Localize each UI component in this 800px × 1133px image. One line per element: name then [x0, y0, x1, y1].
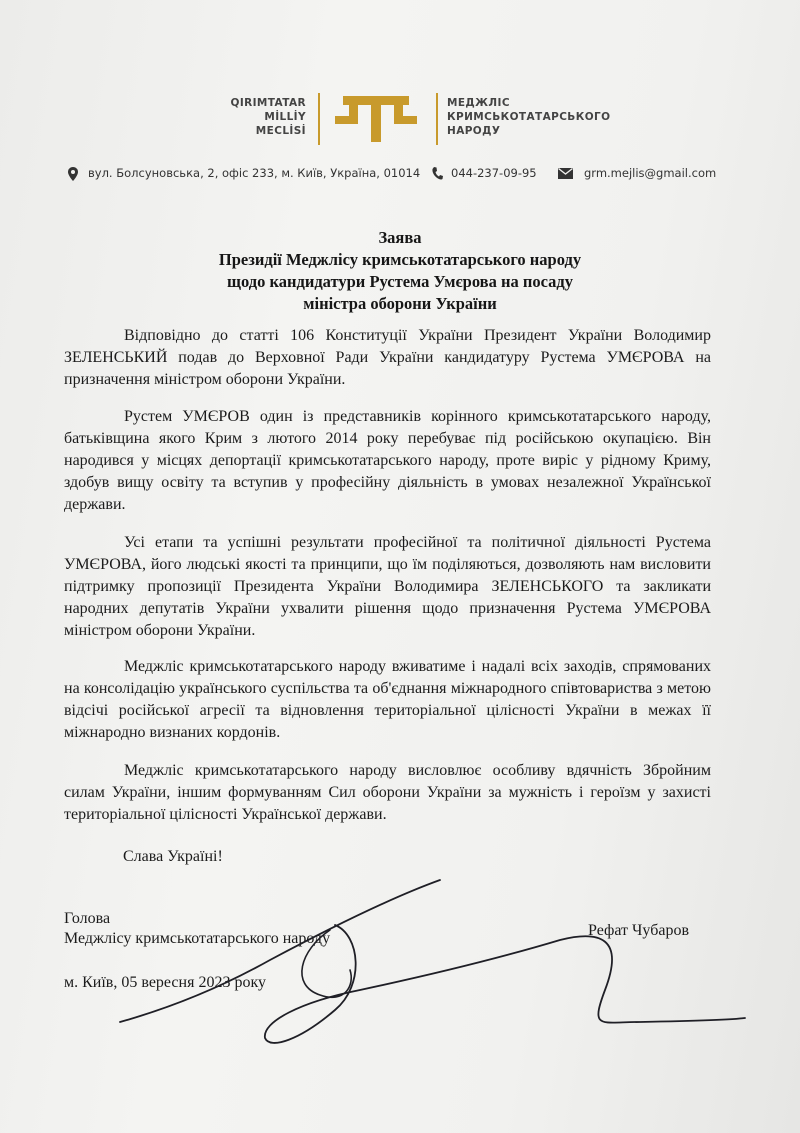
paragraph-3: Усі етапи та успішні результати професійної та політичної діяльності Рустема УМЄРОВА, його людські якості та принципи, що їм поділяються, дозволяють нам висловити підтримку пропозиції Президента України Володимира ЗЕЛЕНСЬКОГО та закликати народних депутатів України ухвалити рішення щодо призначення Рустема УМЄРОВА міністром оборони України.	[64, 534, 711, 639]
paragraph-5: Меджліс кримськотатарського народу висловлює особливу вдячність Збройним силам України, іншим формуванням Сил оборони України за мужність і героїзм у захисті територіальної цілісності Української держави.	[64, 762, 711, 823]
letterhead-left-line: MİLLİY	[264, 111, 306, 123]
title-line: міністра оборони України	[303, 294, 497, 313]
title-line: Заява	[378, 228, 422, 247]
title-line: Президії Меджлісу кримськотатарського народу	[218, 250, 582, 269]
paragraph-1: Відповідно до статті 106 Конституції України Президент України Володимир ЗЕЛЕНСЬКИЙ подав до Верховної Ради України кандидатуру Рустема УМЄРОВА на призначення міністром оборони України.	[64, 327, 711, 388]
title-line: щодо кандидатури Рустема Умєрова на посаду	[227, 272, 573, 291]
letterhead-right-line: НАРОДУ	[447, 125, 501, 137]
address-text: вул. Болсуновська, 2, офіс 233, м. Київ, Україна, 01014	[88, 166, 421, 180]
letterhead-right-line: КРИМСЬКОТАТАРСЬКОГО	[447, 111, 611, 123]
letterhead-left-line: MECLİSİ	[255, 125, 306, 137]
signatory-name: Рефат Чубаров	[588, 922, 690, 939]
signatory-position-line2: Меджлісу кримськотатарського народу	[64, 930, 331, 947]
paragraph-2: Рустем УМЄРОВ один із представників корінного кримськотатарського народу, батьківщина якого Крим з лютого 2014 року перебуває під російською окупацією. Він народився у місцях депортації кримськотатарського народу, проте виріс у рідному Криму, здобув вищу освіту та вступив у професійну діяльність в умовах незалежної Української держави.	[64, 408, 711, 513]
phone-text: 044-237-09-95	[451, 166, 537, 180]
email-text: grm.mejlis@gmail.com	[584, 166, 717, 180]
place-and-date: м. Київ, 05 вересня 2023 року	[64, 974, 266, 991]
signatory-position-line1: Голова	[64, 910, 111, 927]
closing-phrase: Слава Україні!	[123, 848, 223, 865]
letterhead-left-line: QIRIMTATAR	[230, 97, 306, 109]
letterhead-right-line: МЕДЖЛІС	[447, 97, 510, 109]
paragraph-4: Меджліс кримськотатарського народу вживатиме і надалі всіх заходів, спрямованих на консолідацію українського суспільства та об'єднання міжнародного співтовариства з метою відсічі російської агресії та відновлення територіальної цілісності України в межах її міжнародно визнаних кордонів.	[64, 658, 711, 741]
